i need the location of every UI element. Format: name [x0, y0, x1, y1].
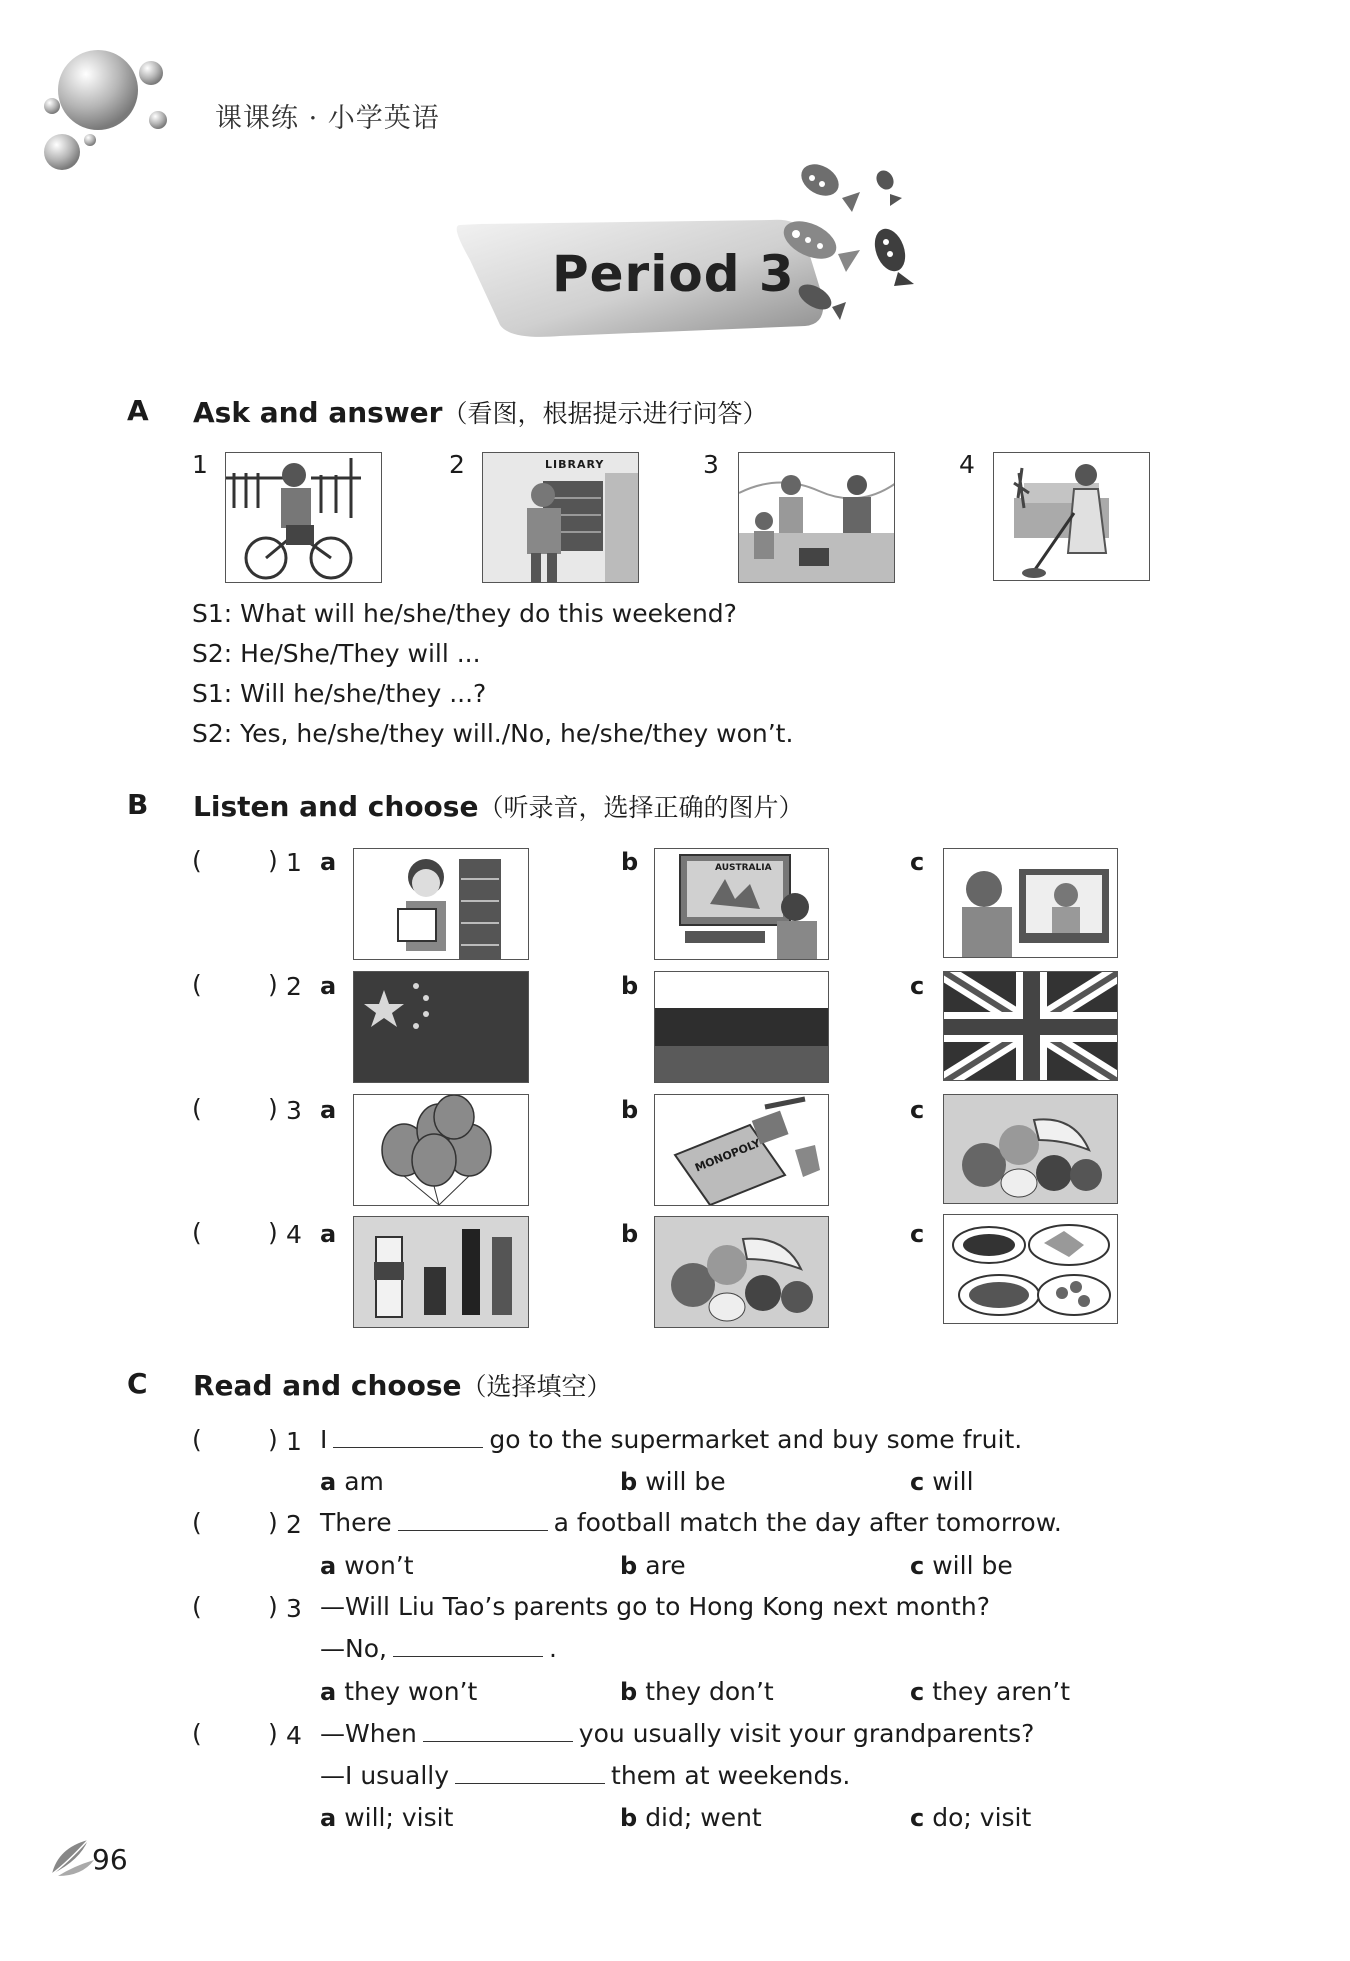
dialogue-block [192, 594, 793, 754]
option-letter: a [320, 1468, 337, 1496]
page-number: 96 [92, 1843, 128, 1876]
option-letter: a [320, 1804, 337, 1832]
sentence-text: a football match the day after tomorrow. [553, 1508, 1062, 1537]
answer-paren-open: ( [192, 1218, 202, 1247]
sentence-text: —When [320, 1719, 417, 1748]
section-c-subtitle: （选择填空） [461, 1372, 612, 1401]
series-title: 课课练 · 小学英语 [215, 103, 440, 134]
option-letter: b [620, 1552, 638, 1580]
answer-blank[interactable] [423, 1715, 573, 1742]
choice-letter-b: b [621, 1220, 639, 1248]
option-text: are [645, 1551, 686, 1580]
option-text: won’t [344, 1551, 414, 1580]
option-c [910, 1551, 1013, 1580]
game-box-text: MONOPOLY [693, 1136, 763, 1175]
sentence-text: . [548, 1634, 557, 1663]
option-b [620, 1551, 686, 1580]
answer-paren-open: ( [192, 1094, 202, 1123]
question-number: 1 [286, 848, 302, 877]
answer-paren-close: ) [268, 1592, 278, 1621]
section-b-title [193, 788, 803, 824]
dialogue-line-3: S1: Will he/she/they ...? [192, 679, 487, 708]
leaf-icon [48, 1838, 96, 1878]
question-number: 3 [286, 1594, 302, 1623]
option-b [620, 1467, 726, 1496]
picture-boy-at-library [482, 452, 639, 583]
choice-letter-a: a [320, 1096, 337, 1124]
section-b-subtitle: （听录音，选择正确的图片） [478, 793, 804, 822]
option-letter: c [910, 1678, 925, 1706]
question-2-sentence [320, 1503, 1062, 1543]
answer-paren-close: ) [268, 970, 278, 999]
dialogue-line-4: S2: Yes, he/she/they will./No, he/she/they won’t. [192, 719, 794, 748]
library-sign: LIBRARY [545, 458, 605, 471]
answer-paren-close: ) [268, 846, 278, 875]
answer-paren-open: ( [192, 1719, 202, 1748]
picture-woman-sweeping [993, 452, 1150, 581]
sentence-text: them at weekends. [611, 1761, 851, 1790]
choice-letter-c: c [910, 1096, 925, 1124]
choice-letter-b: b [621, 1096, 639, 1124]
picture-boy-using-computer [654, 848, 829, 960]
option-c [910, 1467, 974, 1496]
section-b-letter: B [127, 788, 149, 821]
option-b [620, 1677, 774, 1706]
option-c [910, 1677, 1070, 1706]
option-a [320, 1677, 477, 1706]
option-text: did; went [645, 1803, 762, 1832]
option-a [320, 1467, 384, 1496]
choice-letter-b: b [621, 848, 639, 876]
question-number: 2 [286, 972, 302, 1001]
answer-blank[interactable] [455, 1757, 605, 1784]
dialogue-line-2: S2: He/She/They will ... [192, 639, 481, 668]
bubbles-decoration [30, 40, 180, 170]
picture-drinks [353, 1216, 529, 1328]
option-text: will be [645, 1467, 726, 1496]
option-text: they won’t [344, 1677, 478, 1706]
option-text: will be [932, 1551, 1013, 1580]
option-letter: a [320, 1552, 337, 1580]
answer-blank[interactable] [333, 1421, 483, 1448]
sentence-text: —I usually [320, 1761, 450, 1790]
picture-family-picnic [738, 452, 895, 583]
answer-paren-open: ( [192, 1425, 202, 1454]
answer-paren-open: ( [192, 1592, 202, 1621]
question-1-sentence [320, 1420, 1022, 1460]
answer-paren-open: ( [192, 846, 202, 875]
choice-letter-a: a [320, 972, 337, 1000]
option-a [320, 1803, 453, 1832]
answer-paren-close: ) [268, 1719, 278, 1748]
section-b-title-text: Listen and choose [193, 790, 479, 823]
answer-paren-open: ( [192, 970, 202, 999]
sentence-text: —No, [320, 1634, 387, 1663]
option-text: will [932, 1467, 974, 1496]
answer-paren-close: ) [268, 1218, 278, 1247]
sentence-text: I [320, 1425, 328, 1454]
picture-flag-tricolor [654, 971, 829, 1083]
question-3-line-1: —Will Liu Tao’s parents go to Hong Kong next month? [320, 1592, 990, 1621]
picture-number-3: 3 [703, 450, 719, 479]
section-c-title-text: Read and choose [193, 1369, 462, 1402]
choice-letter-c: c [910, 848, 925, 876]
choice-letter-b: b [621, 972, 639, 1000]
option-letter: b [620, 1468, 638, 1496]
option-letter: c [910, 1468, 925, 1496]
sentence-text: go to the supermarket and buy some fruit. [489, 1425, 1023, 1454]
answer-blank[interactable] [398, 1504, 548, 1531]
choice-letter-c: c [910, 1220, 925, 1248]
answer-paren-close: ) [268, 1425, 278, 1454]
sentence-text: you usually visit your grandparents? [578, 1719, 1035, 1748]
option-text: am [344, 1467, 384, 1496]
option-text: they don’t [645, 1677, 774, 1706]
picture-number-4: 4 [959, 450, 975, 479]
option-b [620, 1803, 762, 1832]
option-letter: a [320, 1678, 337, 1706]
section-c-letter: C [127, 1367, 148, 1400]
choice-letter-c: c [910, 972, 925, 1000]
picture-fruits [943, 1094, 1118, 1204]
answer-blank[interactable] [393, 1630, 543, 1657]
answer-paren-close: ) [268, 1094, 278, 1123]
section-a-title-text: Ask and answer [193, 396, 443, 429]
option-a [320, 1551, 414, 1580]
section-a-subtitle: （看图，根据提示进行问答） [442, 399, 768, 428]
picture-toys-game [654, 1094, 829, 1206]
question-number: 2 [286, 1510, 302, 1539]
question-4-line-2 [320, 1756, 850, 1796]
question-3-line-2 [320, 1629, 557, 1669]
answer-paren-close: ) [268, 1508, 278, 1537]
option-letter: b [620, 1678, 638, 1706]
section-c-title [193, 1367, 612, 1403]
question-4-line-1 [320, 1714, 1034, 1754]
sentence-text: There [320, 1508, 392, 1537]
option-text: will; visit [344, 1803, 454, 1832]
picture-boy-reading-book [353, 848, 529, 960]
question-number: 4 [286, 1721, 302, 1750]
picture-balloons [353, 1094, 529, 1206]
option-text: do; visit [932, 1803, 1032, 1832]
question-number: 3 [286, 1096, 302, 1125]
option-letter: c [910, 1552, 925, 1580]
picture-number-1: 1 [192, 450, 208, 479]
picture-number-2: 2 [449, 450, 465, 479]
option-text: they aren’t [932, 1677, 1071, 1706]
picture-fruits [654, 1216, 829, 1328]
picture-video-call [943, 848, 1118, 958]
picture-boy-riding-bike [225, 452, 382, 583]
dialogue-line-1: S1: What will he/she/they do this weekend? [192, 599, 737, 628]
choice-letter-a: a [320, 1220, 337, 1248]
picture-flag-china [353, 971, 529, 1083]
option-letter: b [620, 1804, 638, 1832]
picture-flag-uk [943, 971, 1118, 1081]
period-title: Period 3 [552, 245, 795, 303]
option-c [910, 1803, 1031, 1832]
section-a-letter: A [127, 394, 149, 427]
question-number: 4 [286, 1220, 302, 1249]
option-letter: c [910, 1804, 925, 1832]
choice-letter-a: a [320, 848, 337, 876]
question-number: 1 [286, 1427, 302, 1456]
screen-text: AUSTRALIA [715, 863, 772, 873]
section-a-title [193, 394, 768, 430]
answer-paren-open: ( [192, 1508, 202, 1537]
picture-food-plates [943, 1214, 1118, 1324]
